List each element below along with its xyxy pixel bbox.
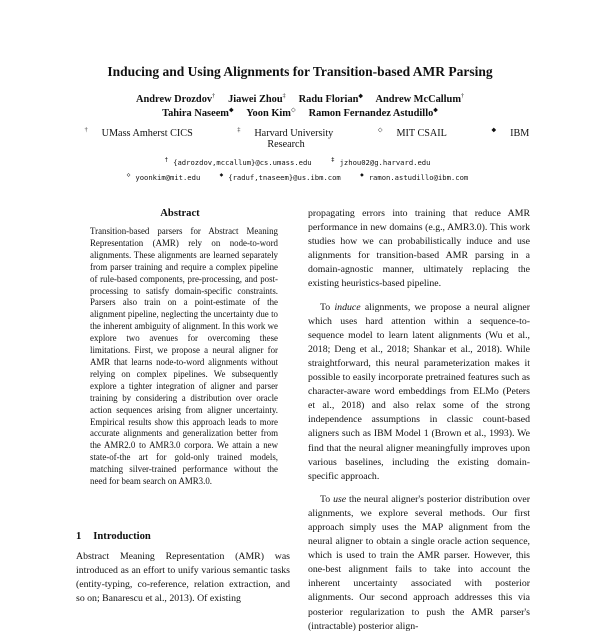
email-line-1 bbox=[40, 157, 560, 167]
section-number: 1 bbox=[76, 531, 82, 542]
email: ◇ yoonkim@mit.edu bbox=[126, 172, 201, 183]
email: ◆ ramon.astudillo@ibm.com bbox=[360, 172, 469, 183]
author: Andrew McCallum† bbox=[375, 94, 464, 106]
affiliation: † UMass Amherst CICS bbox=[84, 128, 193, 140]
paragraph: propagating errors into training that reduce AMR performance in new domains (e.g., AMR3.0). This work studies how we can probabilistically induce and use alignments for transition-based AMR parsing in a domain-agnostic manner, ultimately replacing the existing heuristics-based pipeline. bbox=[308, 208, 530, 290]
author-line-1 bbox=[40, 93, 560, 105]
affiliation: ◇ MIT CSAIL bbox=[377, 128, 447, 140]
email: † {adrozdov,mccallum}@cs.umass.edu bbox=[164, 157, 312, 168]
affiliation: ◆ IBM Research bbox=[267, 128, 530, 151]
author: Tahira Naseem◆ bbox=[162, 108, 234, 120]
section-title: Introduction bbox=[93, 531, 151, 542]
affiliations bbox=[40, 127, 560, 150]
email-line-2 bbox=[40, 172, 560, 182]
email: ‡ jzhou02@g.harvard.edu bbox=[330, 157, 431, 168]
affiliation: ‡ Harvard University bbox=[237, 128, 334, 140]
paper-title: Inducing and Using Alignments for Transition-based AMR Parsing bbox=[107, 64, 493, 79]
section-heading-introduction bbox=[76, 531, 151, 542]
abstract-heading: Abstract bbox=[160, 208, 200, 219]
author-line-2 bbox=[40, 107, 560, 119]
paragraph: To use the neural aligner's posterior distribution over alignments, we explore several methods. Our first approach simply uses the MAP alignment from the neural aligner to obtain a single oracle action sequence, which is used to train the AMR parser. However, this one-best alignment fails to take into account the inherent uncertainty associated with posterior alignments. Our second approach addresses this via posterior regularization to push the AMR parser's (intractable) posterior align- bbox=[308, 493, 530, 632]
author: Yoon Kim◇ bbox=[246, 108, 296, 120]
paragraph: To induce alignments, we propose a neural aligner which uses hard attention within a sequence-to-sequence model to learn latent alignments (Wu et al., 2018; Deng et al., 2018; Shankar et al., 2018). While straightforward, this neural parameterization makes it possible to easily incorporate pretrained features such as character-aware word embeddings from ELMo (Peters et al., 2018) and also relax some of the strong independence assumptions in classic count-based aligners such as IBM Model 1 (Brown et al., 1993). We find that the neural aligner meaningfully improves upon various baselines, including the existing domain-specific approach. bbox=[308, 301, 530, 482]
author: Jiawei Zhou‡ bbox=[228, 94, 286, 106]
abstract-text: Transition-based parsers for Abstract Meaning Representation (AMR) rely on node-to-word alignments. These alignments are learned separately from parser training and require a complex pipeline of rule-based components, pre-processing, and post-processing to satisfy domain-specific constraints. Parsers also train on a point-estimate of the alignment pipeline, neglecting the uncertainty due to the inherent ambiguity of alignment. In this work we explore two avenues for overcoming these limitations. First, we propose a neural aligner for AMR that learns node-to-word alignments without relying on complex pipelines. We subsequently explore a tighter integration of aligner and parser training by considering a distribution over oracle action sequences arising from aligner uncertainty. Empirical results show this approach leads to more accurate alignments and generalization better from the AMR2.0 to AMR3.0 corpora. We attain a new state-of-the art for gold-only trained models, matching silver-trained performance without the need for beam search on AMR3.0. bbox=[90, 226, 278, 487]
right-column bbox=[308, 207, 530, 643]
author: Radu Florian◆ bbox=[298, 94, 364, 106]
email: ◆ {raduf,tnaseem}@us.ibm.com bbox=[219, 172, 341, 183]
author: Andrew Drozdov† bbox=[135, 94, 216, 106]
author: Ramon Fernandez Astudillo◆ bbox=[308, 108, 438, 120]
introduction-text: Abstract Meaning Representation (AMR) was introduced as an effort to unify various semantic tasks (entity-typing, co-reference, relation extraction, and so on; Banarescu et al., 2013). Of existing bbox=[76, 551, 290, 604]
